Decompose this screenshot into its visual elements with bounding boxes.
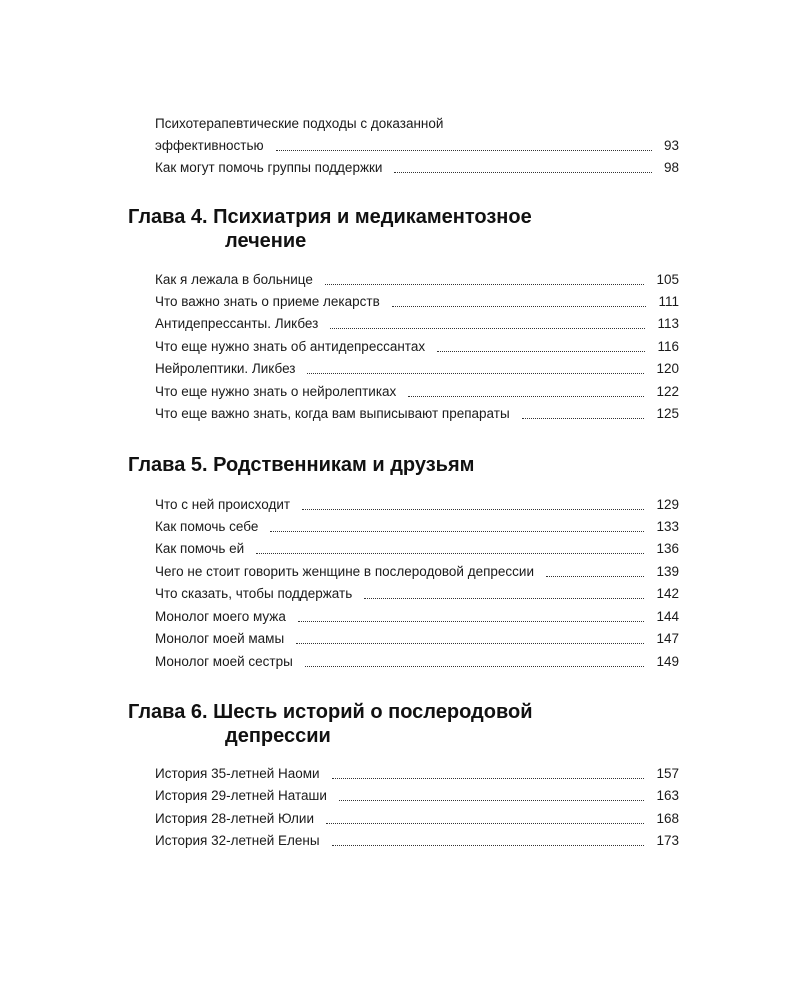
toc-entry-title: История 29-летней Наташи: [155, 788, 327, 803]
dot-leader: [546, 576, 644, 577]
dot-leader: [256, 553, 644, 554]
chapter-heading-line2: депрессии: [225, 725, 331, 747]
toc-entry-title: История 32-летней Елены: [155, 833, 320, 848]
toc-entry-page: 144: [656, 609, 679, 624]
toc-entry-page: 136: [656, 541, 679, 556]
toc-entry[interactable]: [155, 381, 679, 403]
toc-entry[interactable]: [155, 785, 679, 807]
dot-leader: [339, 800, 644, 801]
toc-entry-page: 163: [656, 788, 679, 803]
dot-leader: [302, 509, 644, 510]
toc-entry-title: Как помочь ей: [155, 541, 245, 556]
chapter-heading[interactable]: [128, 700, 533, 748]
dot-leader: [276, 150, 652, 151]
toc-entry[interactable]: [155, 358, 679, 380]
dot-leader: [408, 396, 644, 397]
chapter-heading[interactable]: [128, 453, 474, 477]
dot-leader: [307, 373, 644, 374]
dot-leader: [298, 621, 644, 622]
chapter-heading-line2: лечение: [225, 230, 307, 252]
chapter-heading-line1: Глава 4. Психиатрия и медикаментозное: [128, 206, 532, 228]
dot-leader: [270, 531, 644, 532]
dot-leader: [326, 823, 644, 824]
toc-entry-title: Как могут помочь группы поддержки: [155, 160, 383, 175]
toc-entry[interactable]: [155, 583, 679, 605]
toc-entry-page: 139: [656, 564, 679, 579]
toc-entry-title: Монолог моей сестры: [155, 654, 293, 669]
toc-entry-title: Что важно знать о приеме лекарств: [155, 294, 380, 309]
dot-leader: [394, 172, 652, 173]
toc-entry[interactable]: [155, 336, 679, 358]
toc-entry-page: 129: [656, 497, 679, 512]
toc-entry-page: 125: [656, 406, 679, 421]
toc-entry[interactable]: [155, 135, 679, 157]
toc-entry[interactable]: [155, 830, 679, 852]
dot-leader: [330, 328, 645, 329]
toc-entry-title: Антидепрессанты. Ликбез: [155, 316, 319, 331]
toc-entry[interactable]: [155, 628, 679, 650]
chapter-heading-line1: Глава 5. Родственникам и друзьям: [128, 454, 475, 476]
toc-entry-page: 168: [656, 811, 679, 826]
dot-leader: [305, 666, 644, 667]
toc-entry[interactable]: [155, 494, 679, 516]
toc-entry[interactable]: [155, 763, 679, 785]
toc-entry-title: Монолог моего мужа: [155, 609, 286, 624]
toc-entry-page: 105: [656, 272, 679, 287]
toc-entry-page: 157: [656, 766, 679, 781]
dot-leader: [522, 418, 644, 419]
toc-entry-title: История 35-летней Наоми: [155, 766, 320, 781]
toc-entry-page: 147: [656, 631, 679, 646]
toc-entry[interactable]: [155, 291, 679, 313]
toc-entry[interactable]: [155, 808, 679, 830]
toc-entry-page: 111: [658, 294, 679, 309]
toc-entry-title: Что еще важно знать, когда вам выписывают препараты: [155, 406, 510, 421]
toc-entry-title: Что сказать, чтобы поддержать: [155, 586, 353, 601]
dot-leader: [296, 643, 644, 644]
dot-leader: [332, 778, 644, 779]
dot-leader: [392, 306, 646, 307]
toc-entry[interactable]: [155, 516, 679, 538]
toc-entry-title: Как помочь себе: [155, 519, 259, 534]
toc-entry-page: 142: [656, 586, 679, 601]
dot-leader: [325, 284, 644, 285]
toc-entry-title: История 28-летней Юлии: [155, 811, 314, 826]
toc-entry-title: Что с ней происходит: [155, 497, 291, 512]
toc-entry[interactable]: [155, 157, 679, 179]
toc-entry-page: 122: [656, 384, 679, 399]
dot-leader: [364, 598, 644, 599]
toc-entry-title: Нейролептики. Ликбез: [155, 361, 296, 376]
toc-entry-title: Как я лежала в больнице: [155, 272, 313, 287]
toc-entry[interactable]: [155, 561, 679, 583]
toc-entry-title: Что еще нужно знать о нейролептиках: [155, 384, 397, 399]
toc-entry-page: 98: [663, 160, 679, 175]
toc-entry[interactable]: [155, 651, 679, 673]
toc-entry-page: 133: [656, 519, 679, 534]
toc-entry-title: Чего не стоит говорить женщине в послеродовой депрессии: [155, 564, 535, 579]
toc-entry-page: 149: [656, 654, 679, 669]
chapter-heading-line1: Глава 6. Шесть историй о послеродовой: [128, 701, 533, 723]
toc-entry[interactable]: [155, 313, 679, 335]
toc-entry-title-line1: Психотерапевтические подходы с доказанной: [155, 116, 444, 131]
chapter-heading[interactable]: [128, 205, 532, 253]
toc-entry-page: 120: [656, 361, 679, 376]
toc-entry[interactable]: [155, 606, 679, 628]
toc-entry[interactable]: [155, 538, 679, 560]
toc-entry-title: Что еще нужно знать об антидепрессантах: [155, 339, 426, 354]
toc-entry[interactable]: [155, 269, 679, 291]
toc-entry-page: 113: [657, 316, 679, 331]
toc-entry-page: 93: [663, 138, 679, 153]
dot-leader: [437, 351, 645, 352]
dot-leader: [332, 845, 644, 846]
toc-entry-title: эффективностью: [155, 138, 264, 153]
toc-entry[interactable]: [155, 403, 679, 425]
toc-entry-page: 116: [657, 339, 679, 354]
toc-entry-title: Монолог моей мамы: [155, 631, 285, 646]
toc-entry-page: 173: [656, 833, 679, 848]
